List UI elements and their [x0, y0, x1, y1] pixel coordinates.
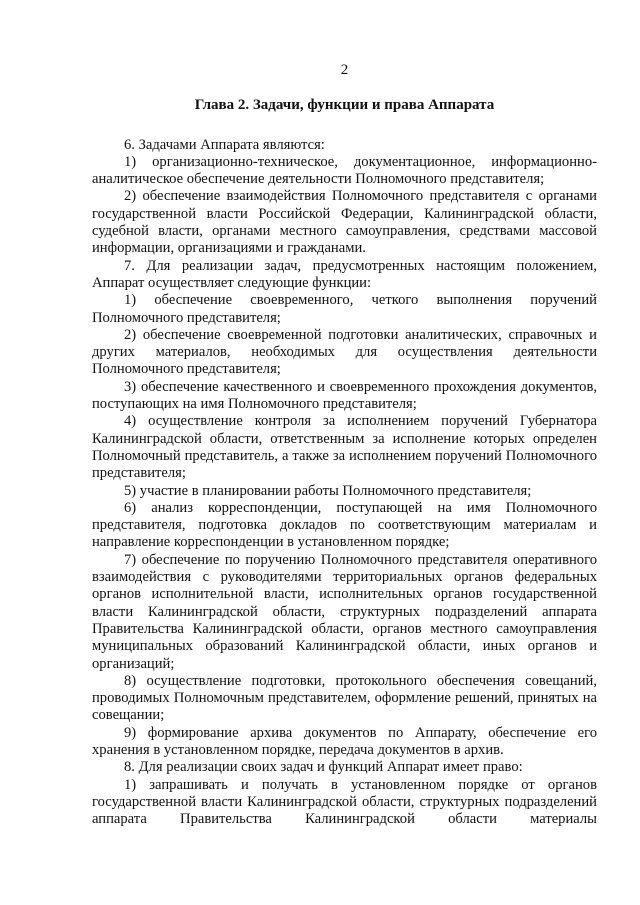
- paragraph-8-item-1: 1) запрашивать и получать в установленном порядке от органов государственной власти Калининградской области, структурных подразделений аппарата Правительства Калининградской области материалы: [92, 776, 597, 828]
- document-page: [92, 62, 597, 828]
- paragraph-6-intro: 6. Задачами Аппарата являются:: [124, 136, 325, 153]
- paragraph-7-item-5: 5) участие в планировании работы Полномочного представителя;: [124, 482, 532, 499]
- paragraph-6-item-2: 2) обеспечение взаимодействия Полномочного представителя с органами государственной власти Российской Федерации, Калининградской области, судебной власти, органами местного самоуправления, средствами массовой информации, организациями и гражданами.: [92, 188, 597, 257]
- paragraph-6-item-1: 1) организационно-техническое, документационное, информационно-аналитическое обеспечение деятельности Полномочного представителя;: [92, 153, 597, 188]
- paragraph-7-item-7: 7) обеспечение по поручению Полномочного представителя оперативного взаимодействия с руководителями территориальных органов федеральных органов исполнительной власти, исполнительных органов государственной власти Калининградской области, структурных подразделений аппарата Правительства Калининградской области, органов местного самоуправления муниципальных образований Калининградской области, иных органов и организаций;: [92, 551, 597, 672]
- paragraph-7-item-8: 8) осуществление подготовки, протокольного обеспечения совещаний, проводимых Полномочным представителем, оформление решений, принятых на совещании;: [92, 672, 597, 724]
- chapter-title: Глава 2. Задачи, функции и права Аппарата: [194, 97, 495, 114]
- paragraph-7-item-6: 6) анализ корреспонденции, поступающей на имя Полномочного представителя, подготовка докладов по соответствующим материалам и направление корреспонденции в установленном порядке;: [92, 499, 597, 551]
- paragraph-7-item-2: 2) обеспечение своевременной подготовки аналитических, справочных и других материалов, необходимых для осуществления деятельности Полномочного представителя;: [92, 326, 597, 378]
- paragraph-7-item-1: 1) обеспечение своевременного, четкого выполнения поручений Полномочного представителя;: [92, 292, 597, 326]
- paragraph-8-intro: 8. Для реализации своих задач и функций Аппарат имеет право:: [124, 759, 523, 776]
- page-number: 2: [340, 62, 349, 78]
- paragraph-7-item-4: 4) осуществление контроля за исполнением поручений Губернатора Калининградской области, ответственным за исполнение которых определен Полномочный представитель, а также за исполнением поручений Полномочного представителя;: [92, 413, 597, 482]
- paragraph-7-item-3: 3) обеспечение качественного и своевременного прохождения документов, поступающих на имя Полномочного представителя;: [92, 378, 597, 413]
- paragraph-7-item-9: 9) формирование архива документов по Аппарату, обеспечение его хранения в установленном порядке, передача документов в архив.: [92, 724, 597, 758]
- paragraph-7-intro: 7. Для реализации задач, предусмотренных настоящим положением, Аппарат осуществляет следующие функции:: [92, 257, 597, 291]
